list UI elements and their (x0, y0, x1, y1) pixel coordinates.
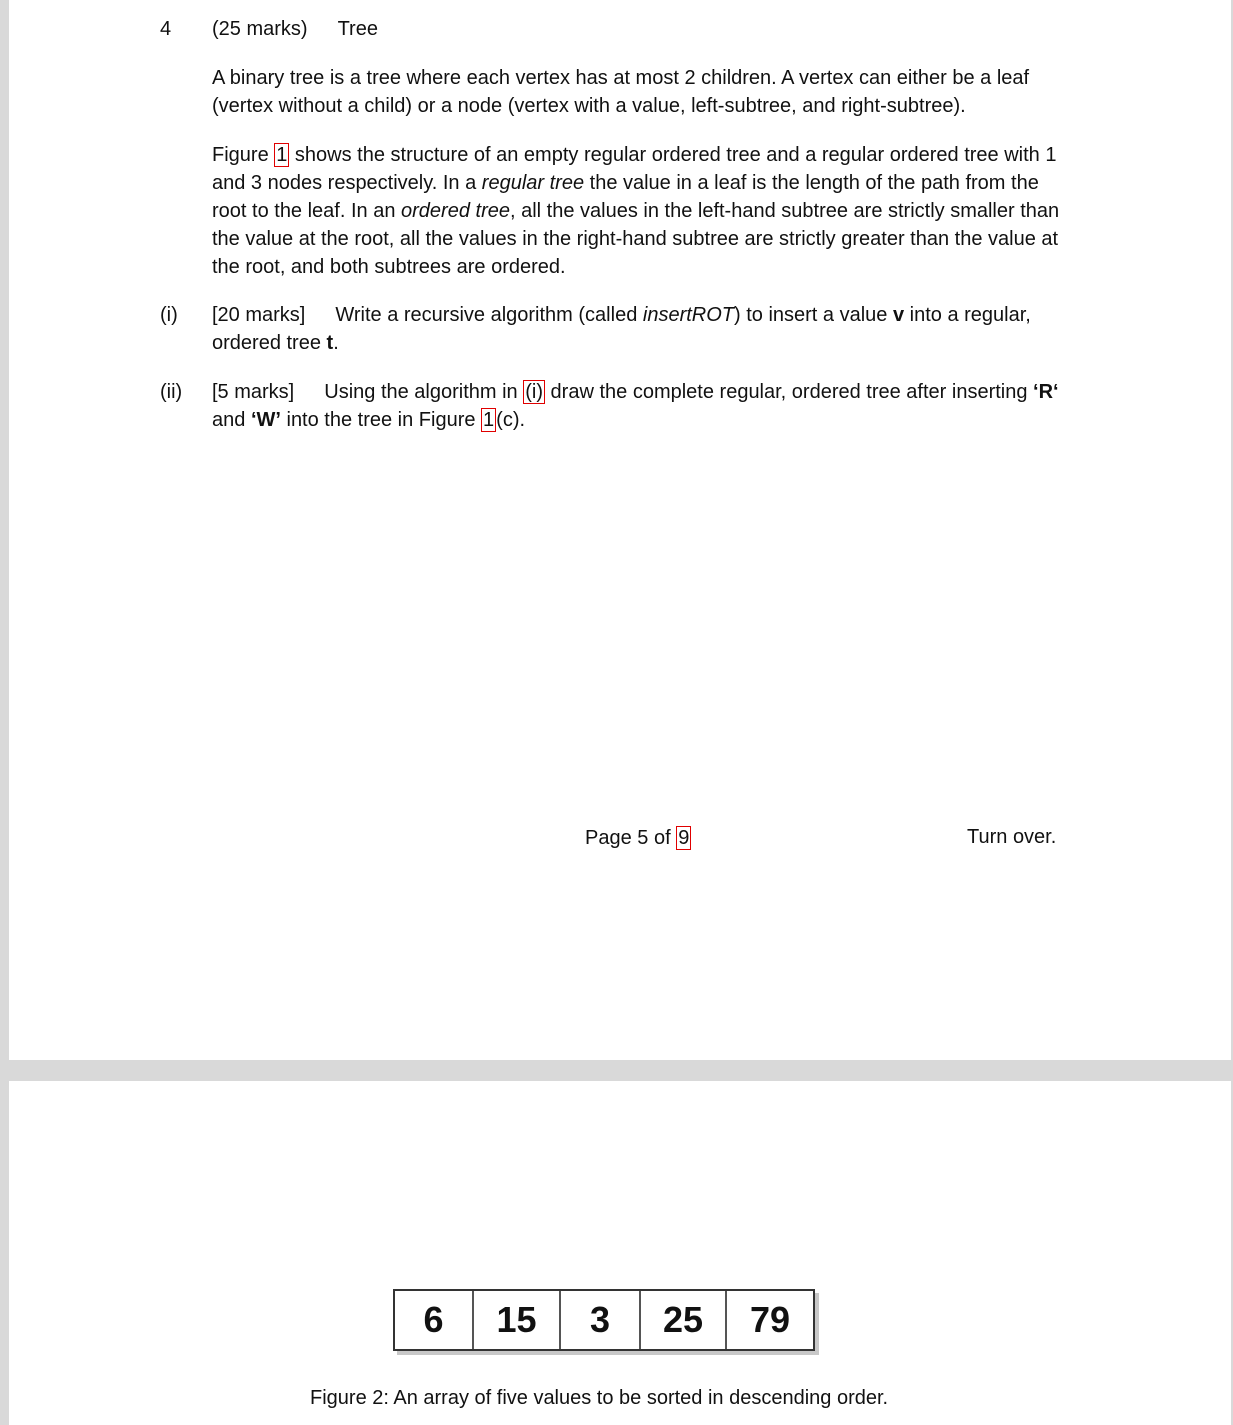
intro-paragraph-1: A binary tree is a tree where each vertex has at most 2 children. A vertex can either be a leaf (vertex without a child) or a node (vertex with a value, left-subtree, and right-subtree). (212, 67, 1030, 117)
figure-1-link[interactable]: 1 (483, 409, 495, 431)
total-pages-link[interactable]: 9 (678, 827, 690, 849)
subquestion-ii-marks: [5 marks] (212, 381, 295, 403)
figure-1-link[interactable]: 1 (276, 144, 288, 166)
intro-paragraph-2: Figure 1 shows the structure of an empty regular ordered tree and a regular ordered tree with 1 and 3 nodes respectively. In a regular tree the value in a leaf is the length of the path from the root to the leaf. In an ordered tree, all the values in the left-hand subtree are strictly smaller than the value at the root, all the values in the right-hand subtree are strictly greater than the value at the root, and both subtrees are ordered. (212, 144, 1060, 278)
turn-over-note: Turn over. (967, 826, 1057, 848)
array-cell: 25 (641, 1291, 727, 1349)
subquestion-ii-label: (ii) (160, 381, 183, 403)
array-cell: 15 (474, 1291, 561, 1349)
figure-2-caption: Figure 2: An array of five values to be sorted in descending order. (310, 1387, 889, 1409)
exam-page-5 (9, 0, 1231, 1060)
array-cell: 79 (749, 1299, 791, 1340)
subquestion-i-link[interactable]: (i) (525, 381, 543, 403)
question-heading (212, 18, 378, 41)
question-marks: (25 marks) (212, 18, 308, 40)
exam-page-6 (9, 1081, 1231, 1425)
array-cell: 6 (395, 1291, 474, 1349)
subquestion-i-label: (i) (160, 304, 178, 326)
subquestion-i-marks: [20 marks] (212, 304, 306, 326)
array-cell: 3 (561, 1291, 641, 1349)
question-number: 4 (160, 18, 172, 40)
page-number: Page 5 of 9 (585, 827, 690, 849)
subquestion-ii-text: [5 marks] Using the algorithm in (i) draw the complete regular, ordered tree after inserting ‘R‘ and ‘W’ into the tree in Figure 1 (c). (212, 381, 1059, 431)
question-topic: Tree (337, 18, 378, 40)
subquestion-i-text: [20 marks] Write a recursive algorithm (called insertROT) to insert a value v into a regular, ordered tree t. (212, 304, 1031, 354)
figure-2-array (393, 1289, 815, 1351)
